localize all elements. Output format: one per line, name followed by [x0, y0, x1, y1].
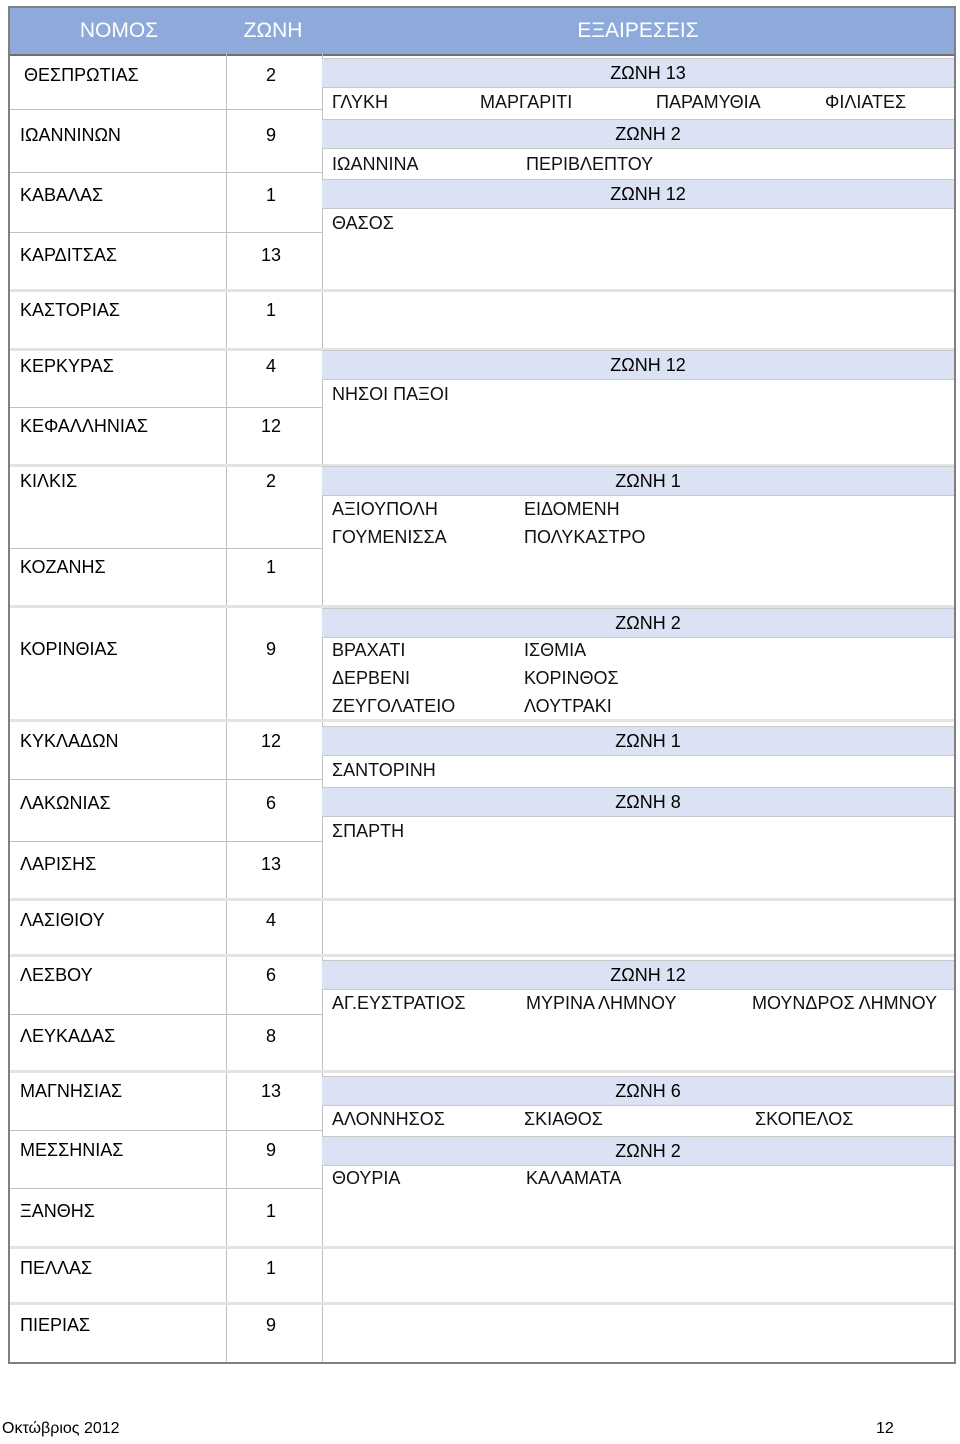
exception-place: ΠΕΡΙΒΛΕΠΤΟΥ [526, 154, 654, 174]
exception-zone-bar: ΖΩΝΗ 1 [322, 466, 954, 496]
exception-place: ΦΙΛΙΑΤΕΣ [825, 92, 907, 112]
exception-place: ΑΞΙΟΥΠΟΛΗ [332, 499, 438, 519]
exception-zone-bar: ΖΩΝΗ 12 [322, 350, 954, 380]
prefecture-zone: 1 [266, 300, 277, 320]
exception-place: ΕΙΔΟΜΕΝΗ [524, 499, 620, 519]
prefecture-zone: 8 [266, 1026, 277, 1046]
exception-place: ΔΕΡΒΕΝΙ [332, 668, 411, 688]
prefecture-name: ΛΑΣΙΘΙΟΥ [20, 910, 105, 930]
prefecture-name: ΚΟΡΙΝΘΙΑΣ [20, 639, 118, 659]
prefecture-name: ΜΑΓΝΗΣΙΑΣ [20, 1081, 123, 1101]
column-divider [226, 54, 227, 1362]
exception-place: ΜΥΡΙΝΑ ΛΗΜΝΟΥ [526, 993, 677, 1013]
exception-place: ΣΚΟΠΕΛΟΣ [755, 1109, 854, 1129]
prefecture-zone: 2 [266, 65, 277, 85]
prefecture-name: ΠΙΕΡΙΑΣ [20, 1315, 91, 1335]
prefecture-name: ΚΑΒΑΛΑΣ [20, 185, 104, 205]
exception-place: ΒΡΑΧΑΤΙ [332, 640, 406, 660]
exception-place: ΘΑΣΟΣ [332, 213, 394, 233]
exception-zone-bar: ΖΩΝΗ 2 [322, 608, 954, 638]
prefecture-name: ΜΕΣΣΗΝΙΑΣ [20, 1140, 124, 1160]
prefecture-zone: 9 [266, 125, 277, 145]
exception-zone-bar: ΖΩΝΗ 12 [322, 179, 954, 209]
exception-place: ΓΟΥΜΕΝΙΣΣΑ [332, 527, 447, 547]
exception-place: ΠΑΡΑΜΥΘΙΑ [656, 92, 761, 112]
prefecture-name: ΚΕΦΑΛΛΗΝΙΑΣ [20, 416, 149, 436]
exception-place: ΜΑΡΓΑΡΙΤΙ [480, 92, 573, 112]
footer-page-number: 12 [876, 1420, 894, 1437]
exception-place: ΝΗΣΟΙ ΠΑΞΟΙ [332, 384, 449, 404]
prefecture-zone: 1 [266, 185, 277, 205]
prefecture-zone: 9 [266, 1315, 277, 1335]
exception-zone-bar: ΖΩΝΗ 1 [322, 726, 954, 756]
exception-place: ΑΓ.ΕΥΣΤΡΑΤΙΟΣ [332, 993, 466, 1013]
prefecture-zone: 13 [261, 1081, 282, 1101]
exception-place: ΣΠΑΡΤΗ [332, 821, 405, 841]
exception-place: ΙΩΑΝΝΙΝΑ [332, 154, 419, 174]
prefecture-name: ΚΑΣΤΟΡΙΑΣ [20, 300, 120, 320]
table-header [10, 8, 954, 56]
exception-place: ΙΣΘΜΙΑ [524, 640, 587, 660]
prefecture-zone: 6 [266, 965, 277, 985]
prefecture-zone: 12 [261, 416, 282, 436]
prefecture-name: ΞΑΝΘΗΣ [20, 1201, 95, 1221]
prefecture-name: ΛΑΡΙΣΗΣ [20, 854, 97, 874]
prefecture-zone: 6 [266, 793, 277, 813]
prefecture-zone: 12 [261, 731, 282, 751]
prefecture-name: ΚΟΖΑΝΗΣ [20, 557, 106, 577]
prefecture-zone: 9 [266, 639, 277, 659]
prefecture-name: ΛΕΣΒΟΥ [20, 965, 93, 985]
header-zoni: ΖΩΝΗ [243, 19, 303, 42]
exception-place: ΣΚΙΑΘΟΣ [524, 1109, 603, 1129]
exception-place: ΠΟΛΥΚΑΣΤΡΟ [524, 527, 646, 547]
zones-table [8, 6, 956, 1364]
prefecture-zone: 4 [266, 910, 277, 930]
prefecture-zone: 1 [266, 1201, 277, 1221]
prefecture-name: ΘΕΣΠΡΩΤΙΑΣ [24, 65, 139, 85]
exception-place: ΜΟΥΝΔΡΟΣ ΛΗΜΝΟΥ [752, 993, 938, 1013]
prefecture-zone: 4 [266, 356, 277, 376]
prefecture-name: ΛΕΥΚΑΔΑΣ [20, 1026, 116, 1046]
prefecture-zone: 13 [261, 854, 282, 874]
exception-place: ΛΟΥΤΡΑΚΙ [524, 696, 612, 716]
prefecture-name: ΛΑΚΩΝΙΑΣ [20, 793, 111, 813]
prefecture-name: ΚΙΛΚΙΣ [20, 471, 78, 491]
prefecture-name: ΠΕΛΛΑΣ [20, 1258, 93, 1278]
exception-zone-bar: ΖΩΝΗ 6 [322, 1076, 954, 1106]
prefecture-name: ΚΑΡΔΙΤΣΑΣ [20, 245, 117, 265]
exception-place: ΚΟΡΙΝΘΟΣ [524, 668, 619, 688]
header-nomos: ΝΟΜΟΣ [79, 19, 159, 42]
prefecture-zone: 1 [266, 557, 277, 577]
prefecture-zone: 1 [266, 1258, 277, 1278]
exception-place: ΣΑΝΤΟΡΙΝΗ [332, 760, 436, 780]
exception-place: ΓΛΥΚΗ [332, 92, 388, 112]
footer-date: Οκτώβριος 2012 [2, 1420, 120, 1437]
exception-zone-bar: ΖΩΝΗ 13 [322, 58, 954, 88]
prefecture-name: ΚΥΚΛΑΔΩΝ [20, 731, 119, 751]
prefecture-name: ΙΩΑΝΝΙΝΩΝ [20, 125, 121, 145]
prefecture-zone: 2 [266, 471, 277, 491]
prefecture-zone: 9 [266, 1140, 277, 1160]
prefecture-zone: 13 [261, 245, 282, 265]
exception-zone-bar: ΖΩΝΗ 2 [322, 119, 954, 149]
prefecture-name: ΚΕΡΚΥΡΑΣ [20, 356, 114, 376]
exception-place: ΖΕΥΓΟΛΑΤΕΙΟ [332, 696, 456, 716]
header-exaireseis: ΕΞΑΙΡΕΣΕΙΣ [577, 19, 699, 42]
exception-zone-bar: ΖΩΝΗ 12 [322, 960, 954, 990]
exception-place: ΚΑΛΑΜΑΤΑ [526, 1168, 622, 1188]
exception-zone-bar: ΖΩΝΗ 2 [322, 1136, 954, 1166]
exception-place: ΘΟΥΡΙΑ [332, 1168, 401, 1188]
exception-zone-bar: ΖΩΝΗ 8 [322, 787, 954, 817]
exception-place: ΑΛΟΝΝΗΣΟΣ [332, 1109, 445, 1129]
